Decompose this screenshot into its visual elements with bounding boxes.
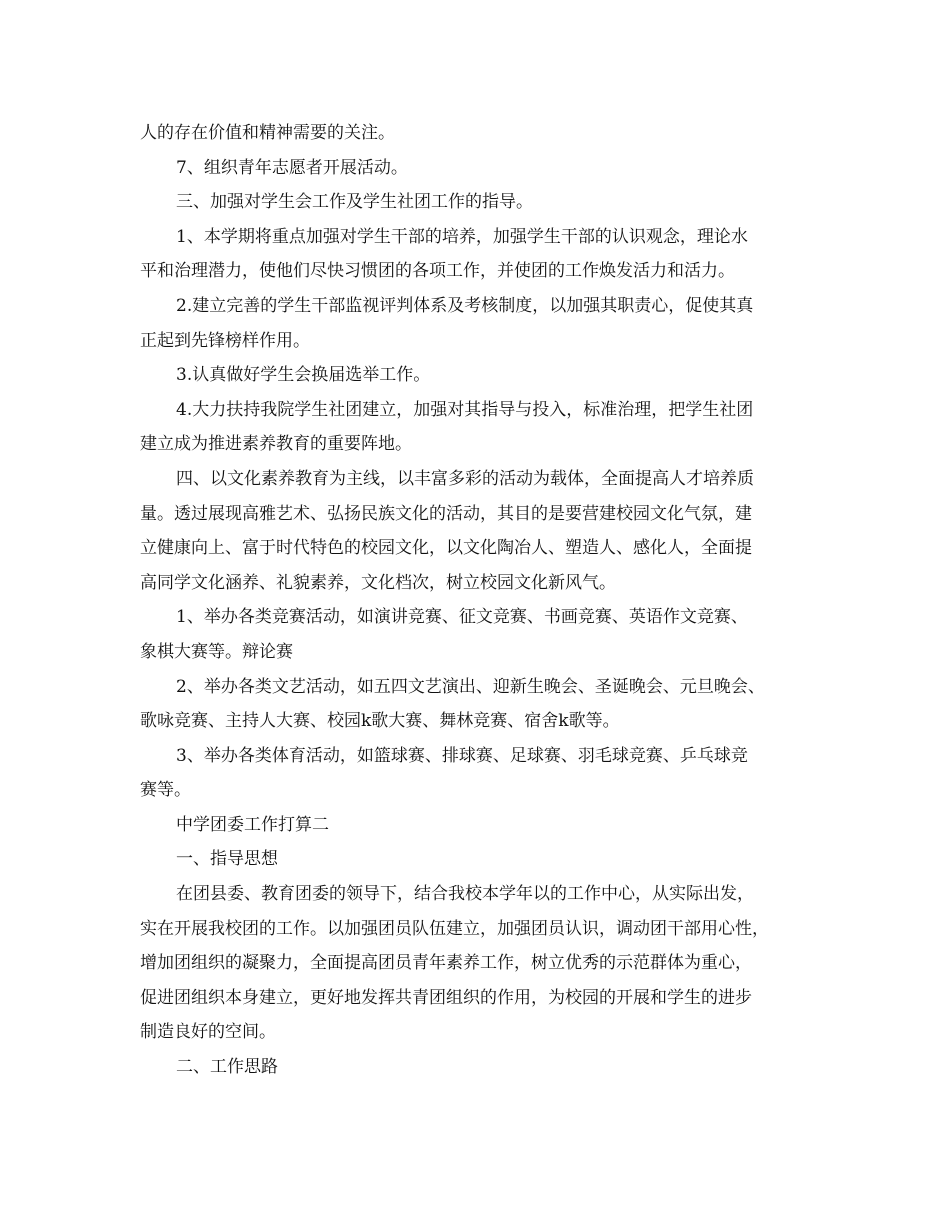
text-line: 在团县委、教育团委的领导下，结合我校本学年以的工作中心，从实际出发， (176, 884, 754, 905)
text-line: 制造良好的空间。 (140, 1022, 276, 1043)
text-line: 正起到先锋榜样作用。 (140, 330, 310, 351)
section-heading: 三、加强对学生会工作及学生社团工作的指导。 (176, 192, 533, 213)
text-line: 赛等。 (140, 780, 191, 801)
text-line: 2、举办各类文艺活动，如五四文艺演出、迎新生晚会、圣诞晚会、元旦晚会、 (176, 676, 765, 697)
document-body (140, 116, 816, 1085)
text-line: 人的存在价值和精神需要的关注。 (140, 123, 395, 143)
text-line: 建立成为推进素养教育的重要阵地。 (140, 434, 412, 455)
text-line: 1、举办各类竞赛活动，如演讲竞赛、征文竞赛、书画竞赛、英语作文竞赛、 (176, 607, 748, 628)
text-line: 2.建立完善的学生干部监视评判体系及考核制度，以加强其职责心，促使其真 (176, 295, 754, 316)
document-subtitle: 中学团委工作打算二 (176, 814, 329, 835)
section-heading: 一、指导思想 (176, 849, 278, 870)
section-heading: 四、以文化素养教育为主线，以丰富多彩的活动为载体，全面提高人才培养质 (176, 468, 754, 489)
text-line: 量。透过展现高雅艺术、弘扬民族文化的活动，其目的是要营建校园文化气氛，建 (140, 503, 752, 524)
text-line: 促进团组织本身建立，更好地发挥共青团组织的作用，为校园的开展和学生的进步 (140, 987, 752, 1008)
text-line: 3.认真做好学生会换届选举工作。 (176, 365, 431, 386)
text-line: 3、举办各类体育活动，如篮球赛、排球赛、足球赛、羽毛球竞赛、乒乓球竞 (176, 745, 748, 766)
text-line: 4.大力扶持我院学生社团建立，加强对其指导与投入，标准治理，把学生社团 (176, 399, 754, 420)
text-line: 增加团组织的凝聚力，全面提高团员青年素养工作，树立优秀的示范群体为重心， (140, 953, 752, 974)
text-line: 立健康向上、富于时代特色的校园文化，以文化陶冶人、塑造人、感化人，全面提 (140, 538, 752, 559)
text-line: 7、组织青年志愿者开展活动。 (176, 157, 408, 178)
text-line: 平和治理潜力，使他们尽快习惯团的各项工作，并使团的工作焕发活力和活力。 (140, 261, 735, 282)
text-line: 歌咏竞赛、主持人大赛、校园k歌大赛、舞林竞赛、宿舍k歌等。 (140, 711, 620, 732)
section-heading: 二、工作思路 (176, 1057, 278, 1078)
text-line: 象棋大赛等。辩论赛 (140, 641, 293, 662)
text-line: 实在开展我校团的工作。以加强团员队伍建立，加强团员认识，调动团干部用心性， (140, 918, 769, 939)
text-line: 高同学文化涵养、礼貌素养，文化档次，树立校园文化新风气。 (140, 572, 616, 593)
text-line: 1、本学期将重点加强对学生干部的培养，加强学生干部的认识观念，理论水 (176, 226, 748, 247)
